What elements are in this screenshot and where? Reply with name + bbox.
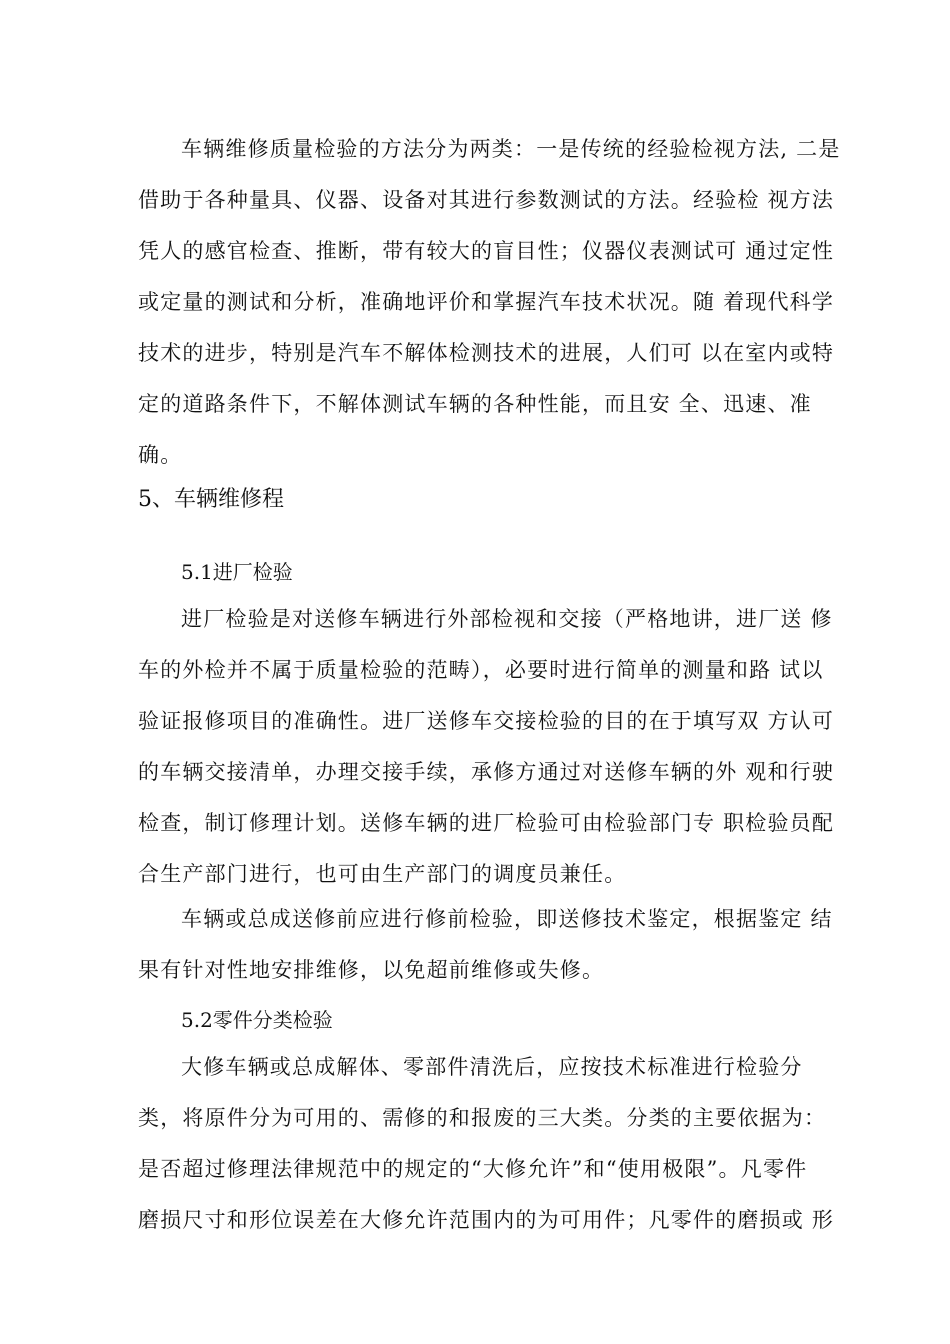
text-line: 确。	[138, 443, 183, 467]
text-line: 是否超过修理法律规范中的规定的“大修允许”和“使用极限”。凡零件	[138, 1157, 808, 1181]
text-line: 定的道路条件下，不解体测试车辆的各种性能，而且安 全、迅速、准	[138, 392, 812, 416]
section-heading-5-1: 5.1进厂检验	[181, 560, 293, 584]
text-line: 果有针对性地安排维修，以免超前维修或失修。	[138, 958, 605, 982]
text-line: 大修车辆或总成解体、零部件清洗后，应按技术标准进行检验分	[181, 1055, 803, 1079]
text-line: 验证报修项目的准确性。进厂送修车交接检验的目的在于填写双 方认可	[138, 709, 835, 733]
pre-repair-paragraph	[138, 894, 833, 996]
section-heading-5: 5、车辆维修程	[138, 487, 284, 512]
text-line: 的车辆交接清单，办理交接手续，承修方通过对送修车辆的外 观和行驶	[138, 760, 835, 784]
text-line: 车辆或总成送修前应进行修前检验，即送修技术鉴定，根据鉴定 结	[181, 907, 833, 931]
text-line: 车的外检并不属于质量检验的范畴），必要时进行简单的测量和路 试以	[138, 658, 824, 682]
text-line: 检查，制订修理计划。送修车辆的进厂检验可由检验部门专 职检验员配	[138, 811, 835, 835]
text-line: 车辆维修质量检验的方法分为两类：一是传统的经验检视方法, 二是	[181, 137, 841, 161]
text-line: 类，将原件分为可用的、需修的和报废的三大类。分类的主要依据为：	[138, 1106, 827, 1130]
text-line: 借助于各种量具、仪器、设备对其进行参数测试的方法。经验检 视方法	[138, 188, 835, 212]
classification-paragraph	[138, 1042, 835, 1246]
entry-inspection-paragraph	[138, 594, 835, 900]
text-line: 合生产部门进行，也可由生产部门的调度员兼任。	[138, 862, 627, 886]
text-line: 凭人的感官检查、推断，带有较大的盲目性；仪器仪表测试可 通过定性	[138, 239, 835, 263]
section-heading-5-2: 5.2零件分类检验	[181, 1008, 333, 1032]
intro-paragraph	[138, 124, 841, 481]
text-line: 进厂检验是对送修车辆进行外部检视和交接（严格地讲，进厂送 修	[181, 607, 833, 631]
text-line: 磨损尺寸和形位误差在大修允许范围内的为可用件；凡零件的磨损或 形	[138, 1208, 835, 1232]
text-line: 技术的进步，特别是汽车不解体检测技术的进展，人们可 以在室内或特	[138, 341, 835, 365]
text-line: 或定量的测试和分析，准确地评价和掌握汽车技术状况。随 着现代科学	[138, 290, 835, 314]
